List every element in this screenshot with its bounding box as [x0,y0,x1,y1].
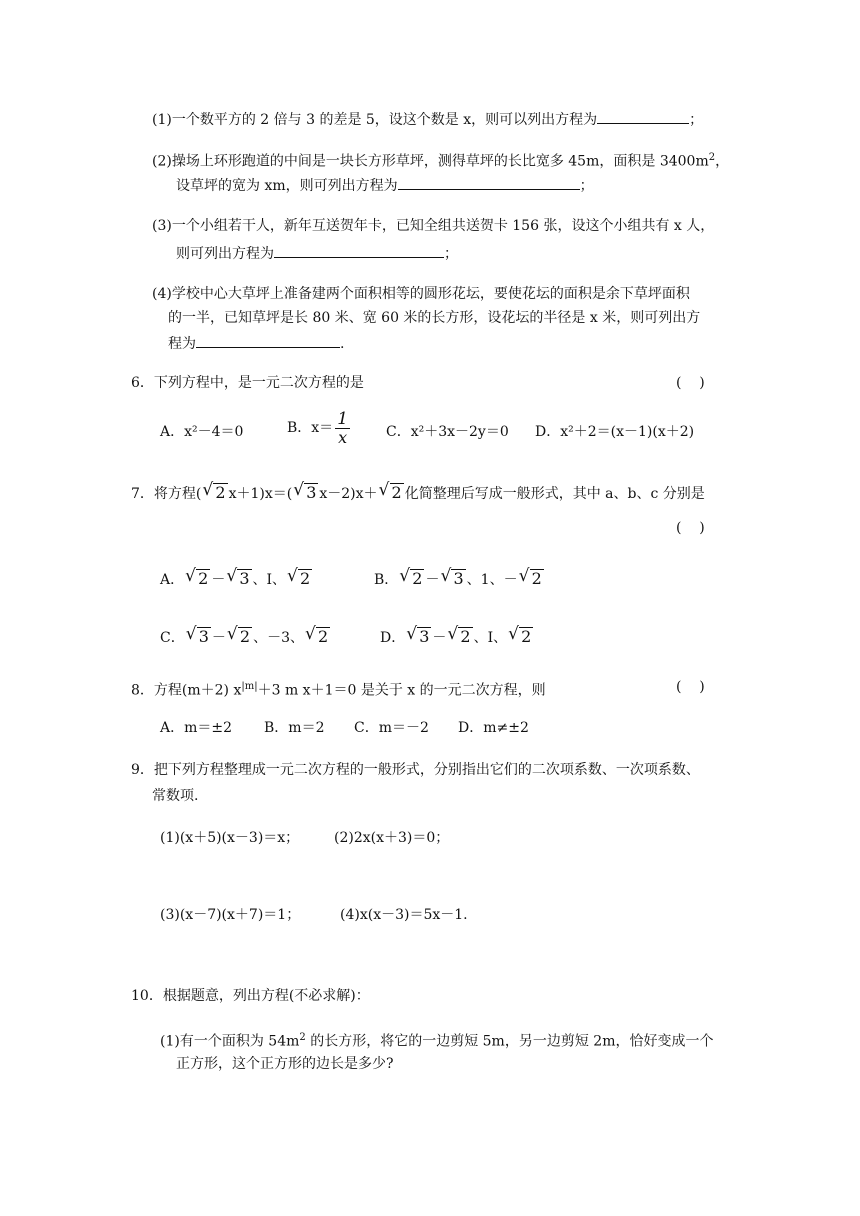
q9-stem-line1: 9．把下列方程整理成一元二次方程的一般形式，分别指出它们的二次项系数、一次项系数、 [131,762,700,778]
sqrt-symbol: √ 2 [379,482,404,506]
q6-answer-parens: ( ) [676,375,705,391]
q7-stem: 7．将方程(√ 2 x＋1)x＝(√ 3 x－2)x＋√ 2 化简整理后写成一般形式，其中 a、b、c 分别是 [131,482,705,506]
q10-part1-line2: 正方形，这个正方形的边长是多少? [176,1056,394,1072]
q5-part2-line1: (2)操场上环形跑道的中间是一块长方形草坪，测得草坪的长比宽多 45m，面积是 $3400m^2$， [152,152,730,170]
sqrt-symbol: √ 2 [519,568,544,592]
sqrt-symbol: √ 2 [399,568,424,592]
sqrt-symbol: √ 2 [202,482,227,506]
q5-part3-line1: (3)一个小组若干人，新年互送贺年卡，已知全组共送贺卡 156 张，设这个小组共有 x 人， [152,218,715,234]
q7-option-c: C．√ 3 －√ 2 、－3、√ 2 [160,626,331,650]
q10-stem: 10．根据题意，列出方程(不必求解)： [131,988,370,1004]
q7-option-d: D．√ 3 －√ 2 、I、√ 2 [380,626,534,650]
sqrt-symbol: √ 3 [293,482,318,506]
q9-equation-1: (1)(x＋5)(x－3)＝x； [160,830,300,846]
sqrt-symbol: √ 2 [305,626,330,650]
sqrt-symbol: √ 2 [508,626,533,650]
q7-answer-parens: ( ) [676,520,705,536]
q6-option-c: C．x²＋3x－2y＝0 [386,424,509,440]
q9-equation-4: (4)x(x－3)＝5x－1. [340,907,468,923]
sqrt-symbol: √ 3 [440,568,465,592]
sqrt-symbol: √ 3 [406,626,431,650]
answer-blank[interactable] [274,242,444,258]
q5-part4-line3: 程为 . [168,332,344,354]
q9-stem-line2: 常数项. [152,788,199,804]
q8-option-b: B．m＝2 [264,720,325,736]
q5-part2-line2: 设草坪的宽为 xm，则可列出方程为 ； [176,174,594,196]
q10-part1-line1: (1)有一个面积为 $54m^2$ 的长方形，将它的一边剪短 5m，另一边剪短 2m，恰好变成一个 [160,1032,714,1050]
q9-equation-3: (3)(x－7)(x＋7)＝1； [160,907,301,923]
q8-option-c: C．m＝－2 [354,720,429,736]
fraction: $\frac{1}{x}$ [337,408,349,447]
q6-option-b: B．x＝ $\frac{1}{x}$ [287,408,349,447]
q5-part4-line1: (4)学校中心大草坪上准备建两个面积相等的圆形花坛，要使花坛的面积是余下草坪面积 [152,286,690,302]
q7-option-a: A．√ 2 －√ 3 、I、√ 2 [160,568,313,592]
answer-blank[interactable] [398,174,580,190]
sqrt-symbol: √ 3 [186,626,211,650]
q8-stem: 8．方程(m＋2) $x^{|m|}+3$ m x＋1＝0 是关于 x 的一元二次方程，则 [131,681,546,699]
sqrt-symbol: √ 2 [185,568,210,592]
q8-option-d: D．m≠±2 [458,720,529,736]
sqrt-symbol: √ 2 [447,626,472,650]
q8-option-a: A．m＝±2 [160,720,233,736]
sqrt-symbol: √ 3 [226,568,251,592]
q6-option-a: A．x²－4＝0 [160,424,244,440]
q6-option-d: D．x²＋2＝(x－1)(x＋2) [535,424,695,440]
q9-equation-2: (2)2x(x＋3)＝0； [334,830,450,846]
q6-stem: 6．下列方程中，是一元二次方程的是 [131,375,364,391]
q5-part1: (1)一个数平方的 2 倍与 3 的差是 5，设这个数是 x，则可以列出方程为 ； [152,108,703,130]
sqrt-symbol: √ 2 [227,626,252,650]
sqrt-symbol: √ 2 [287,568,312,592]
q5-part4-line2: 的一半，已知草坪是长 80 米、宽 60 米的长方形，设花坛的半径是 x 米，则可列出方 [168,310,701,326]
q8-answer-parens: ( ) [676,679,705,695]
q7-option-b: B．√ 2 －√ 3 、1、－√ 2 [374,568,545,592]
q5-part3-line2: 则可列出方程为 ； [176,242,458,264]
answer-blank[interactable] [597,108,689,124]
answer-blank[interactable] [196,332,340,348]
